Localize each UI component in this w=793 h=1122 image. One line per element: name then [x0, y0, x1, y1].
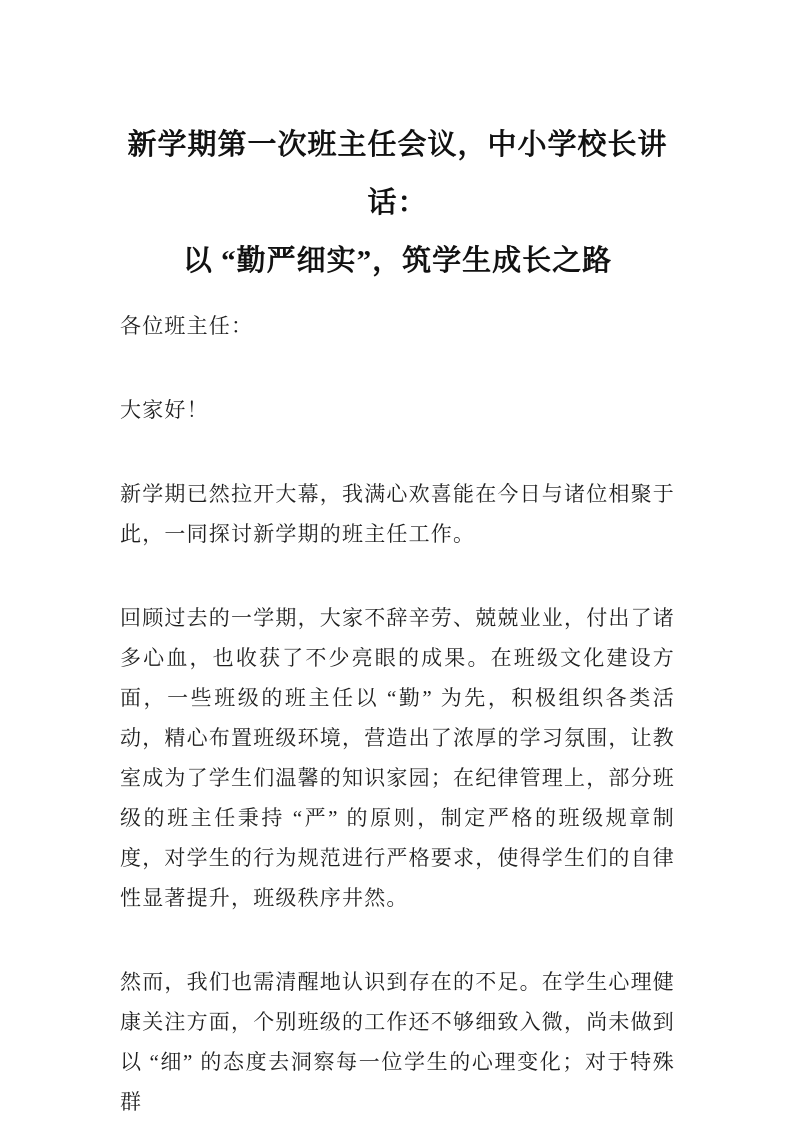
document-title [120, 116, 675, 290]
title-line-2: 以 “勤严细实”，筑学生成长之路 [182, 245, 613, 277]
paragraph-review: 回顾过去的一学期，大家不辞辛劳、兢兢业业，付出了诸多心血，也收获了不少亮眼的成果。在班级文化建设方面，一些班级的班主任以 “勤” 为先，积极组织各类活动，精心布置班级环境，营造出了浓厚的学习氛围，让教室成为了学生们温馨的知识家园；在纪律管理上，部分班级的班主任秉持 “严” 的原则，制定严格的班级规章制度，对学生的行为规范进行严格要求，使得学生们的自律性显著提升，班级秩序井然。 [120, 606, 675, 910]
paragraph-greeting: 大家好！ [120, 398, 209, 422]
document-body [120, 306, 675, 1122]
paragraph-opening: 新学期已然拉开大幕，我满心欢喜能在今日与诸位相聚于此，一同探讨新学期的班主任工作。 [120, 482, 675, 546]
title-line-1: 新学期第一次班主任会议，中小学校长讲话： [127, 129, 668, 219]
paragraph-shortcomings: 然而，我们也需清醒地认识到存在的不足。在学生心理健康关注方面，个别班级的工作还不够细致入微，尚未做到以 “细” 的态度去洞察每一位学生的心理变化；对于特殊群 [120, 970, 675, 1114]
paragraph-salutation: 各位班主任： [120, 314, 254, 338]
